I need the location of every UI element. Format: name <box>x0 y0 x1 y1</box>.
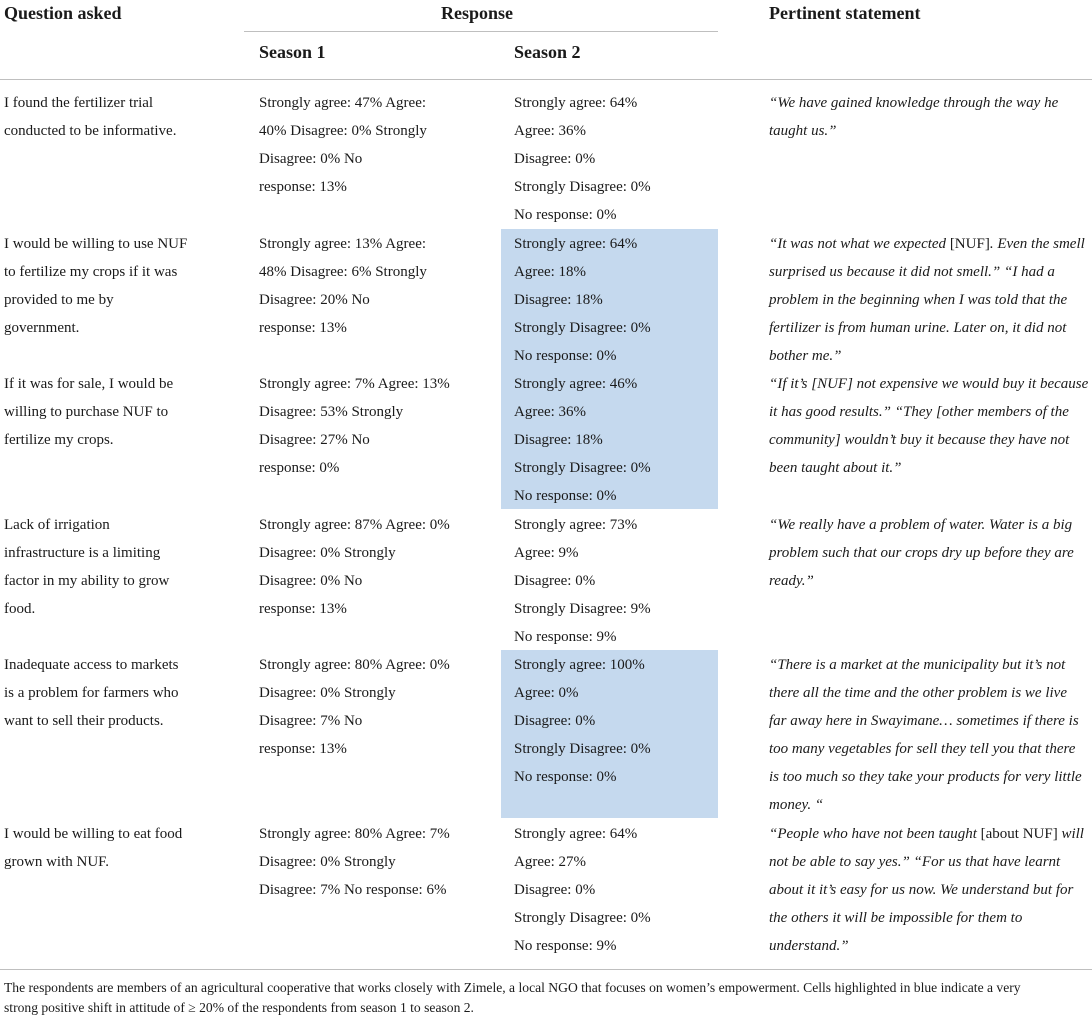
question-line: to fertilize my crops if it was <box>4 264 178 280</box>
question-line: I found the fertilizer trial <box>4 95 154 111</box>
statement-segment: “If it’s [NUF] not expensive we would buy it because <box>769 376 1089 392</box>
cell-pertinent-statement <box>769 651 1082 819</box>
season1-line: Disagree: 0% Strongly <box>259 545 396 561</box>
statement-segment: . Even the smell <box>989 236 1085 252</box>
cell-season1 <box>259 511 450 623</box>
question-line: infrastructure is a limiting <box>4 545 161 561</box>
statement-segment: “We have gained knowledge through the way he <box>769 95 1059 111</box>
statement-segment: understand.” <box>769 938 849 954</box>
table-footnote <box>4 978 1089 1018</box>
header-question-asked: Question asked <box>4 3 122 23</box>
statement-segment: [NUF] <box>949 236 990 252</box>
cell-question <box>4 230 187 342</box>
statement-segment: “People who have not been taught <box>769 826 981 842</box>
question-line: willing to purchase NUF to <box>4 404 169 420</box>
statement-segment: “It was not what we expected <box>769 236 950 252</box>
statement-segment: the others it will be impossible for them to <box>769 910 1023 926</box>
season2-line: Strongly agree: 64% <box>514 826 638 842</box>
statement-line <box>769 398 1088 426</box>
statement-line <box>769 876 1084 904</box>
question-line: If it was for sale, I would be <box>4 376 174 392</box>
question-line: Lack of irrigation <box>4 517 110 533</box>
cell-question <box>4 89 176 145</box>
statement-segment: ready.” <box>769 573 814 589</box>
season2-line: Disagree: 0% <box>514 573 596 589</box>
cell-question <box>4 651 179 735</box>
statement-line <box>769 735 1082 763</box>
season2-line: Strongly agree: 100% <box>514 657 645 673</box>
cell-question <box>4 820 182 876</box>
statement-segment: too many vegetables for sell they tell you that there <box>769 741 1076 757</box>
statement-line <box>769 230 1085 258</box>
season2-line: Agree: 18% <box>514 264 587 280</box>
season1-line: Strongly agree: 80% Agree: 7% <box>259 826 450 842</box>
statement-line <box>769 539 1074 567</box>
season1-line: Disagree: 20% No <box>259 292 370 308</box>
cell-season1 <box>259 230 427 342</box>
cell-pertinent-statement <box>769 820 1084 960</box>
season2-line: Strongly Disagree: 9% <box>514 601 651 617</box>
question-line: I would be willing to use NUF <box>4 236 188 252</box>
table-bottom-rule <box>0 969 1092 970</box>
cell-season1 <box>259 820 450 904</box>
statement-segment: problem in the beginning when I was told that the <box>769 292 1068 308</box>
statement-line <box>769 679 1082 707</box>
season1-line: Disagree: 0% No <box>259 151 363 167</box>
season1-line: response: 13% <box>259 179 347 195</box>
statement-line <box>769 511 1074 539</box>
statement-line <box>769 820 1084 848</box>
season2-line: No response: 0% <box>514 488 617 504</box>
statement-line <box>769 848 1084 876</box>
season2-line: No response: 0% <box>514 769 617 785</box>
cell-season1 <box>259 89 427 201</box>
cell-question <box>4 370 173 454</box>
cell-season2 <box>514 651 651 791</box>
cell-pertinent-statement <box>769 370 1088 482</box>
statement-line <box>769 258 1085 286</box>
cell-season1 <box>259 651 450 763</box>
cell-pertinent-statement <box>769 230 1085 370</box>
season2-line: Strongly agree: 73% <box>514 517 638 533</box>
season2-line: Agree: 27% <box>514 854 587 870</box>
question-line: factor in my ability to grow <box>4 573 170 589</box>
season1-line: Disagree: 0% Strongly <box>259 854 396 870</box>
statement-line <box>769 454 1088 482</box>
season1-line: Strongly agree: 13% Agree: <box>259 236 427 252</box>
season1-line: response: 13% <box>259 601 347 617</box>
statement-segment: “There is a market at the municipality but it’s not <box>769 657 1066 673</box>
cell-season2 <box>514 511 651 651</box>
statement-segment: “We really have a problem of water. Water is a big <box>769 517 1073 533</box>
statement-segment: money. “ <box>769 797 824 813</box>
season1-line: 40% Disagree: 0% Strongly <box>259 123 427 139</box>
question-line: Inadequate access to markets <box>4 657 179 673</box>
statement-line <box>769 904 1084 932</box>
statement-line <box>769 567 1074 595</box>
statement-segment: there all the time and the other problem is we live <box>769 685 1067 701</box>
season2-line: No response: 0% <box>514 348 617 364</box>
header-pertinent-statement: Pertinent statement <box>769 3 921 23</box>
statement-segment: been taught about it.” <box>769 460 902 476</box>
season2-line: Strongly agree: 64% <box>514 236 638 252</box>
season2-line: Strongly Disagree: 0% <box>514 741 651 757</box>
question-line: provided to me by <box>4 292 114 308</box>
statement-line <box>769 791 1082 819</box>
season2-line: Agree: 0% <box>514 685 579 701</box>
cell-question <box>4 511 169 623</box>
statement-segment: surprised us because it did not smell.” “I had a <box>769 264 1055 280</box>
season1-line: Disagree: 7% No response: 6% <box>259 882 447 898</box>
question-line: fertilize my crops. <box>4 432 114 448</box>
statement-line <box>769 89 1058 117</box>
header-season-2: Season 2 <box>514 42 581 62</box>
statement-segment: fertilizer is from human urine. Later on, it did not <box>769 320 1067 336</box>
season2-line: Strongly agree: 46% <box>514 376 638 392</box>
statement-segment: far away here in Swayimane… sometimes if there is <box>769 713 1079 729</box>
season2-line: Disagree: 0% <box>514 151 596 167</box>
cell-season2 <box>514 89 651 229</box>
statement-segment: problem such that our crops dry up before they are <box>769 545 1074 561</box>
season2-line: No response: 9% <box>514 629 617 645</box>
question-line: government. <box>4 320 80 336</box>
season1-line: Disagree: 27% No <box>259 432 370 448</box>
season2-line: Agree: 9% <box>514 545 579 561</box>
season2-line: Disagree: 18% <box>514 432 603 448</box>
cell-season2 <box>514 370 651 510</box>
response-group-rule <box>244 31 718 32</box>
footnote-line: The respondents are members of an agricultural cooperative that works closely with Zimele, a local NGO that focuses on women’s empowerment. Cells highlighted in blue indicate a very <box>4 980 1021 995</box>
statement-line <box>769 314 1085 342</box>
season2-line: Disagree: 0% <box>514 713 596 729</box>
season1-line: Disagree: 0% No <box>259 573 363 589</box>
statement-segment: will <box>1057 826 1084 842</box>
season1-line: response: 0% <box>259 460 340 476</box>
statement-line <box>769 651 1082 679</box>
header-bottom-rule <box>0 79 1092 80</box>
season2-line: No response: 9% <box>514 938 617 954</box>
statement-line <box>769 763 1082 791</box>
question-line: conducted to be informative. <box>4 123 177 139</box>
cell-pertinent-statement <box>769 511 1074 595</box>
season1-line: Disagree: 53% Strongly <box>259 404 404 420</box>
season2-line: Disagree: 18% <box>514 292 603 308</box>
statement-line <box>769 932 1084 960</box>
season1-line: Strongly agree: 80% Agree: 0% <box>259 657 450 673</box>
footnote-line: strong positive shift in attitude of ≥ 20% of the respondents from season 1 to season 2. <box>4 1000 474 1015</box>
season1-line: 48% Disagree: 6% Strongly <box>259 264 427 280</box>
season2-line: Disagree: 0% <box>514 882 596 898</box>
statement-segment: it has good results.” “They [other members of the <box>769 404 1069 420</box>
question-line: want to sell their products. <box>4 713 164 729</box>
season2-line: Strongly Disagree: 0% <box>514 320 651 336</box>
season2-line: Strongly agree: 64% <box>514 95 638 111</box>
statement-segment: taught us.” <box>769 123 837 139</box>
season1-line: Disagree: 7% No <box>259 713 363 729</box>
statement-segment: about it it’s easy for us now. We understand but for <box>769 882 1074 898</box>
cell-season2 <box>514 820 651 960</box>
question-line: is a problem for farmers who <box>4 685 179 701</box>
question-line: I would be willing to eat food <box>4 826 183 842</box>
question-line: grown with NUF. <box>4 854 110 870</box>
season2-line: Strongly Disagree: 0% <box>514 910 651 926</box>
statement-line <box>769 342 1085 370</box>
season2-line: Agree: 36% <box>514 123 587 139</box>
statement-segment: not be able to say yes.” “For us that have learnt <box>769 854 1061 870</box>
statement-line <box>769 426 1088 454</box>
season2-line: Strongly Disagree: 0% <box>514 460 651 476</box>
season1-line: response: 13% <box>259 741 347 757</box>
cell-season2 <box>514 230 651 370</box>
cell-season1 <box>259 370 450 482</box>
header-season-1: Season 1 <box>259 42 326 62</box>
season2-line: No response: 0% <box>514 207 617 223</box>
season1-line: response: 13% <box>259 320 347 336</box>
statement-line <box>769 117 1058 145</box>
season1-line: Strongly agree: 87% Agree: 0% <box>259 517 450 533</box>
statement-line <box>769 370 1088 398</box>
season1-line: Strongly agree: 47% Agree: <box>259 95 427 111</box>
season2-line: Agree: 36% <box>514 404 587 420</box>
cell-pertinent-statement <box>769 89 1058 145</box>
season1-line: Strongly agree: 7% Agree: 13% <box>259 376 450 392</box>
statement-segment: bother me.” <box>769 348 842 364</box>
question-line: food. <box>4 601 36 617</box>
statement-line <box>769 286 1085 314</box>
statement-segment: is too much so they take your products for very little <box>769 769 1082 785</box>
statement-segment: [about NUF] <box>980 826 1058 842</box>
season2-line: Strongly Disagree: 0% <box>514 179 651 195</box>
season1-line: Disagree: 0% Strongly <box>259 685 396 701</box>
statement-line <box>769 707 1082 735</box>
header-response: Response <box>441 3 514 23</box>
statement-segment: community] wouldn’t buy it because they have not <box>769 432 1070 448</box>
